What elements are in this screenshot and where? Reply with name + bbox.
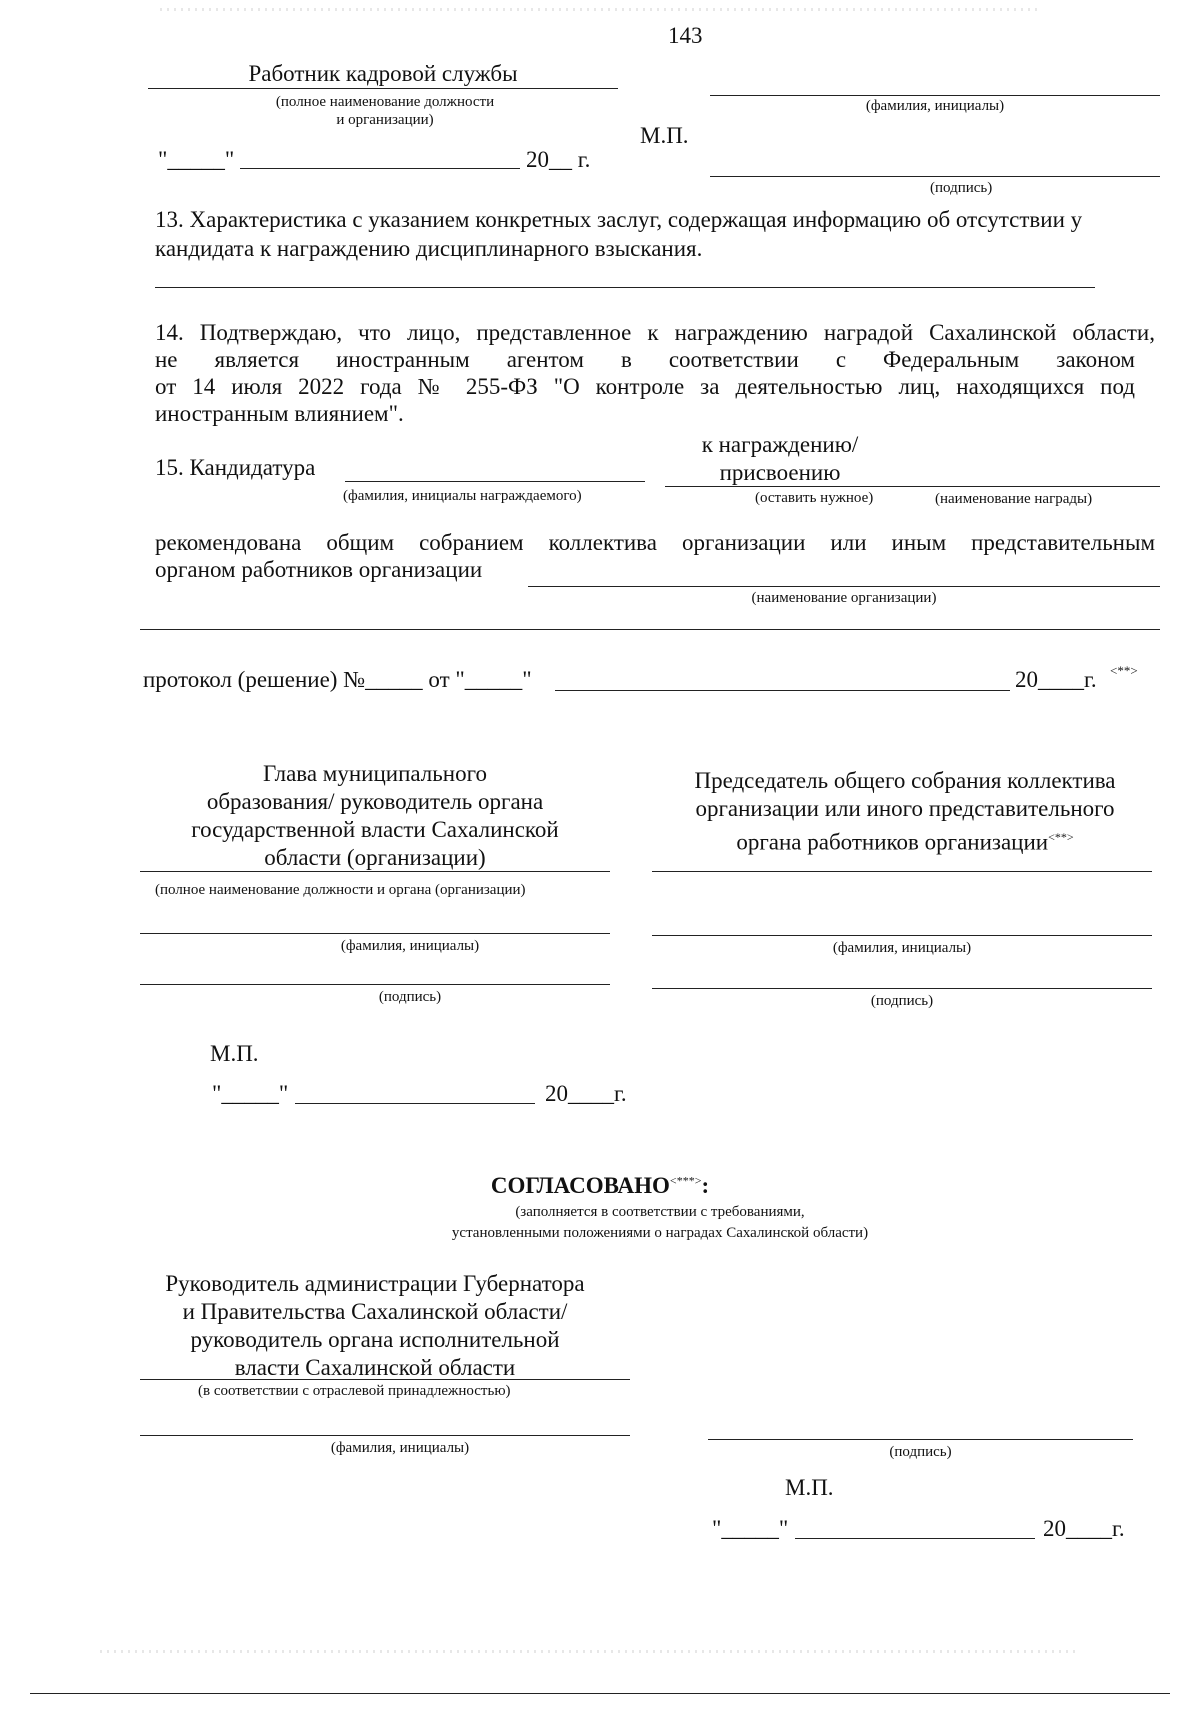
head-title [140, 760, 610, 872]
chair-title-note: <**> [1048, 830, 1074, 844]
head-position-line [140, 871, 610, 872]
hr-signature-line [710, 176, 1160, 177]
scan-noise-top [160, 8, 1040, 11]
approval-note-line2: установленными положениями о наградах Сахалинской области) [451, 1225, 869, 1241]
item14-line1: 14. Подтверждаю, что лицо, представленное к награждению наградой Сахалинской области, [155, 320, 1155, 345]
chair-position-line [652, 871, 1152, 872]
hr-name-hint: (фамилия, инициалы) [865, 98, 1005, 114]
approval-date-year: 20____г. [1043, 1516, 1125, 1541]
approval-head-line4: власти Сахалинской области [234, 1355, 516, 1380]
item15-label: 15. Кандидатура [155, 455, 316, 480]
approval-name-line [140, 1435, 630, 1436]
head-name-line [140, 933, 610, 934]
approval-note-line1: (заполняется в соответствии с требованиями, [515, 1204, 805, 1220]
hr-date-line [240, 168, 520, 169]
protocol-note: <**> [1110, 663, 1138, 678]
hr-stamp: М.П. [640, 123, 689, 148]
chair-signature-line [652, 988, 1152, 989]
approval-date-line [795, 1538, 1035, 1539]
head-date-open: "_____" [212, 1081, 289, 1106]
award-name-line [665, 486, 1160, 487]
head-name-hint: (фамилия, инициалы) [340, 938, 480, 954]
candidate-name-hint: (фамилия, инициалы награждаемого) [343, 488, 582, 504]
approval-sector-hint: (в соответствии с отраслевой принадлежностью) [198, 1383, 511, 1399]
approval-signature-line [708, 1439, 1133, 1440]
chair-title [650, 767, 1160, 857]
head-title-line3: государственной власти Сахалинской [191, 817, 559, 842]
chair-name-hint: (фамилия, инициалы) [832, 940, 972, 956]
item14-line4: иностранным влиянием". [155, 401, 404, 426]
approval-stamp: М.П. [785, 1475, 834, 1500]
head-title-line1: Глава муниципального [263, 761, 487, 786]
head-date-line [295, 1103, 535, 1104]
item14-line2: не является иностранным агентом в соответствии с Федеральным законом [155, 347, 1135, 372]
approval-title: СОГЛАСОВАНО [490, 1173, 670, 1198]
award-type-line1: к награждению/ [701, 432, 859, 457]
chair-name-line [652, 935, 1152, 936]
chair-signature-hint: (подпись) [870, 993, 934, 1009]
org-name-hint: (наименование организации) [751, 590, 937, 606]
hr-name-line [710, 95, 1160, 96]
head-title-line4: области (организации) [264, 845, 486, 870]
protocol-label: протокол (решение) №_____ от "_____" [143, 667, 532, 692]
org-name-line2 [140, 629, 1160, 630]
approval-signature-hint: (подпись) [889, 1444, 952, 1460]
recommended-line1: рекомендована общим собранием коллектива организации или иным представительным [155, 530, 1155, 555]
approval-title-colon: : [701, 1173, 710, 1198]
page-number: 143 [668, 23, 703, 48]
hr-position-line [148, 88, 618, 89]
head-signature-line [140, 984, 610, 985]
approval-title-wrap [0, 1173, 1200, 1199]
award-type-line2: присвоению [719, 460, 841, 485]
approval-head-line2: и Правительства Сахалинской области/ [182, 1299, 568, 1324]
approval-head-line3: руководитель органа исполнительной [190, 1327, 560, 1352]
chair-title-line3: органа работников организации [736, 829, 1049, 855]
chair-title-line2: организации или иного представительного [695, 796, 1115, 821]
award-name-hint: (наименование награды) [935, 491, 1093, 507]
head-date-year: 20____г. [545, 1081, 627, 1106]
approval-date-open: "_____" [712, 1516, 789, 1541]
scan-noise-bottom [100, 1650, 1080, 1653]
hr-position: Работник кадровой службы [248, 61, 518, 86]
head-title-line2: образования/ руководитель органа [206, 789, 544, 814]
recommended-line2: органом работников организации [155, 557, 483, 582]
approval-head-line1: Руководитель администрации Губернатора [165, 1271, 585, 1296]
candidate-name-line [345, 481, 645, 482]
item13-line [155, 287, 1095, 288]
approval-head [140, 1270, 610, 1382]
approval-position-line [140, 1379, 630, 1380]
org-name-line [528, 586, 1160, 587]
hr-signature-hint: (подпись) [930, 180, 993, 196]
hr-position-hint: (полное наименование должности и организации) [275, 94, 495, 128]
choice-hint: (оставить нужное) [755, 490, 874, 506]
approval-name-hint: (фамилия, инициалы) [330, 1440, 470, 1456]
head-stamp: М.П. [210, 1041, 259, 1066]
bottom-edge-line [30, 1693, 1170, 1694]
protocol-date-line [555, 690, 1010, 691]
chair-title-line1: Председатель общего собрания коллектива [694, 768, 1116, 793]
head-signature-hint: (подпись) [378, 989, 442, 1005]
approval-title-note: <***> [669, 1173, 702, 1188]
item14-line3: от 14 июля 2022 года № 255-ФЗ "О контроле за деятельностью лиц, находящихся под [155, 374, 1135, 399]
item13-text: 13. Характеристика с указанием конкретных заслуг, содержащая информацию об отсутствии у кандидата к награждению дисциплинарного взыскания. [155, 207, 1083, 261]
hr-date-open: "_____" [158, 147, 235, 172]
hr-date-year: 20__ г. [526, 147, 591, 172]
head-position-hint: (полное наименование должности и органа (организации) [155, 882, 526, 898]
protocol-year: 20____г. [1015, 667, 1097, 692]
